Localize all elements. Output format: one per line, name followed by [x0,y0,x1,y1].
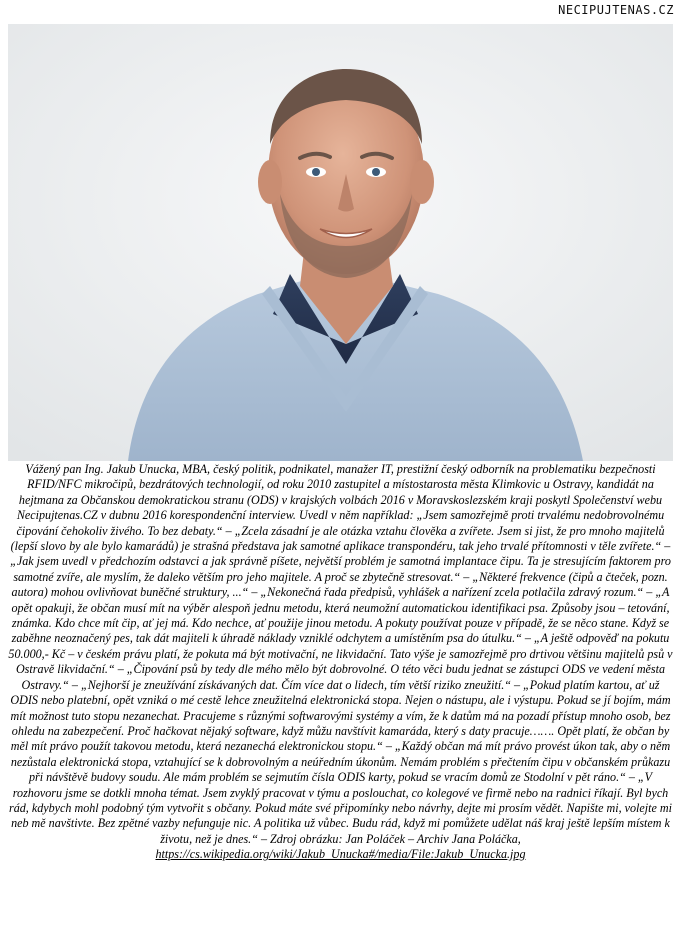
caption-text: Vážený pan Ing. Jakub Unucka, MBA, český politik, podnikatel, manažer IT, prestižní český odborník na problematiku bezpečnosti RFID/NFC mikročipů, bezdrátových technologií, od roku 2010 zastupitel a místostarosta města Klimkovic u Ostravy, kandidát na hejtmana za Občanskou demokratickou stranu (ODS) v krajských volbách 2016 v Moravskoslezském kraji poskytl Společenství webu Necipujtenas.CZ v dubnu 2016 korespondenční interview. Uvedl v něm například: „Jsem samozřejmě proti trvalému nedobrovolnému čipování čehokoliv živého. To bez debaty.“ – „Zcela zásadní je ale otázka vztahu člověka a zvířete. Jsem si jist, že pro mnoho majitelů (lepší slovo by ale bylo kamarádů) je strašná představa jak samotné aplikace transpondéru, tak jeho trvalé přítomnosti v těle zvířete.“ – „Jak jsem uvedl v předchozím odstavci a jak správně píšete, největší problém je samotná implantace čipu. Ta je stresujícím faktorem pro samotné zvíře, ale myslím, že daleko větším pro jeho majitele. A proč se zbytečně stresovat.“ – „Některé frekvence (čipů a čteček, pozn. autora) mohou ovlivňovat buněčné struktury, ...“ – „Nekonečná řada předpisů, vyhlášek a nařízení zcela potlačila zdravý rozum.“ – „A opět opakuji, že občan musí mít na výběr alespoň jednu metodu, která neumožní automatickou identifikaci psa. Způsoby jsou – tetování, známka. Kdo chce mít čip, ať jej má. Kdo nechce, ať použije jinou metodu. A pokuty používat pouze v případě, že se něco stane. Když se zaběhne neoznačený pes, tak dát majiteli k úhradě náklady vzniklé odchytem a umístěním psa do útulku.“ – „A ještě odpověď na pokutu 50.000,- Kč – v českém právu platí, že pokuta má být motivační, ne likvidační. Tato výše je samozřejmě pro drtivou většinu majitelů psů v Ostravě likvidační.“ – „Čipování psů by tedy dle mého mělo být dobrovolné. O této věci budu jednat se zástupci ODS ve vedení města Ostravy.“ – „Nejhorší je zneužívání získávaných dat. Čím více dat o lidech, tím větší riziko zneužití.“ – „Pokud platím kartou, ať už ODIS nebo platební, opět vzniká o mé cestě lehce zneužitelná elektronická stopa. Nejen o nástupu, ale i výstupu. Pokud se jí bojím, mám mít možnost tuto stopu nezanechat. Pracujeme s různými softwarovými systémy a vím, že k datům má na pozadí přístup mnoho osob, bez ohledu na zabezpečení. Proč hačkovat nějaký software, když můžu navštívit kamaráda, který s daty pracuje……. Opět platí, že občan by měl mít právo použít takovou metodu, která nezanechá elektronickou stopu.“ – „Každý občan má mít právo provést úkon tak, aby o něm nezůstala elektronická stopa, vztahující se k dobrovolným a neúředním úkonům. Nemám problém s přečtením čipu v občanském průkazu při návštěvě budovy soudu. Ale mám problém se sejmutím čísla ODIS karty, pokud se vracím domů ze Stodolní v pět ráno.“ – „V rozhovoru jsme se dotkli mnoha témat. Jsem zvyklý pracovat v týmu a poslouchat, co kolegové ve firmě nebo na radnici říkají. Byl bych rád, kdybych mohl podobný tým vytvořit s občany. Pokud máte své připomínky nebo návrhy, dejte mi prosím vědět. Napište mi, volejte mi neb mě navštivte. Bez zpětné vazby nefunguje nic. A politika už vůbec. Budu rád, když mi pomůžete udělat náš kraj ještě lepším místem k životu, než je dnes.“ – Zdroj obrázku: Jan Poláček – Archiv Jana Poláčka, [8,462,673,846]
article-caption [8,462,673,863]
source-link[interactable]: https://cs.wikipedia.org/wiki/Jakub_Unucka#/media/File:Jakub_Unucka.jpg [155,847,526,862]
portrait-illustration [8,24,673,461]
site-watermark: NECIPUJTENAS.CZ [558,3,674,17]
portrait-photo [8,24,673,461]
